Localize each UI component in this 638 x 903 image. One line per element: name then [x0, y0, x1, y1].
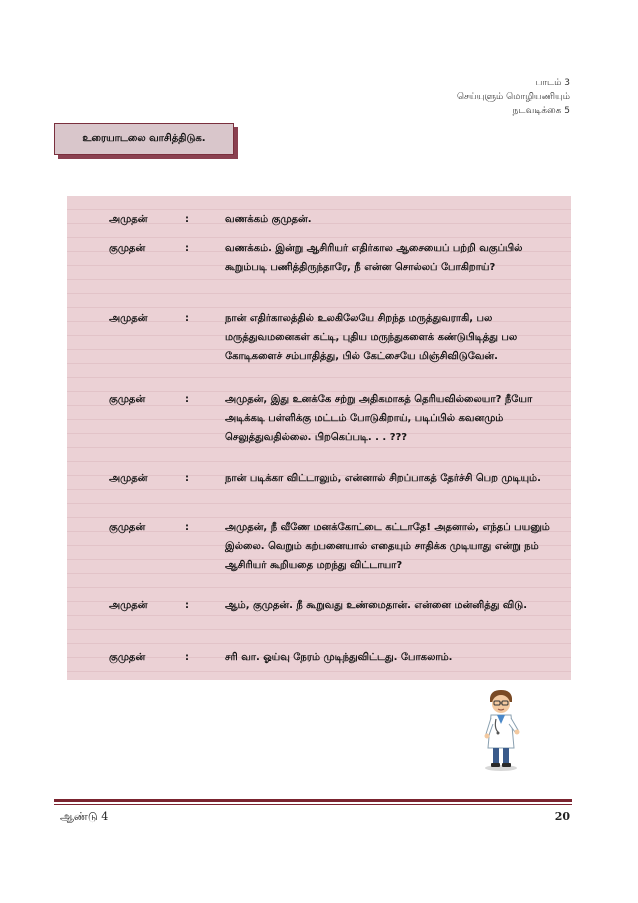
lesson-header: [457, 76, 570, 118]
speech-text: அமுதன், நீ வீணே மனக்கோட்டை கட்டாதே! அதனால், எந்தப் பயனும் இல்லை. வெறும் கற்பனையால் எதையும் சாதிக்க முடியாது என்று நம் ஆசிரியர் கூறியதை மறந்து விட்டாயா?: [225, 522, 550, 571]
speaker-name: குமுதன்: [109, 394, 146, 405]
footer-divider-thin: [54, 804, 572, 805]
speaker-colon: :: [185, 313, 189, 324]
speech-text: வணக்கம். இன்று ஆசிரியர் எதிர்கால ஆசையைப் பற்றி வகுப்பில் கூறும்படி பணித்திருந்தாரே, நீ என்ன சொல்லப் போகிறாய்?: [225, 243, 523, 273]
speaker-name: அமுதன்: [109, 473, 148, 484]
speaker-name: அமுதன்: [109, 214, 148, 225]
speech-text: ஆம், குமுதன். நீ கூறுவது உண்மைதான். என்னை மன்னித்து விடு.: [225, 600, 528, 611]
speaker-colon: :: [185, 652, 189, 663]
speech-text: நான் எதிர்காலத்தில் உலகிலேயே சிறந்த மருத்துவராகி, பல மருத்துவமனைகள் கட்டி, புதிய மருந்துகளைக் கண்டுபிடித்து பல கோடிகளைச் சம்பாதித்து, பில் கேட்சையே மிஞ்சிவிடுவேன்.: [225, 313, 518, 362]
speaker-colon: :: [185, 522, 189, 533]
lesson-number: பாடம் 3: [535, 78, 570, 88]
speaker-name: குமுதன்: [109, 652, 146, 663]
speaker-colon: :: [185, 600, 189, 611]
footer-divider: [54, 799, 572, 802]
speaker-colon: :: [185, 394, 189, 405]
activity-number: நடவடிக்கை 5: [512, 106, 570, 116]
speech-text: வணக்கம் குமுதன்.: [225, 214, 312, 225]
instruction-title: [54, 123, 234, 155]
dialogue-panel: [67, 196, 571, 680]
lesson-subject: செய்யுளும் மொழியணியும்: [456, 92, 570, 102]
instruction-text: உரையாடலை வாசித்திடுக.: [82, 133, 206, 144]
footer-year: ஆண்டு 4: [60, 810, 109, 823]
speaker-name: குமுதன்: [109, 243, 146, 254]
page-number: 20: [554, 810, 570, 823]
speaker-name: அமுதன்: [109, 600, 148, 611]
speaker-colon: :: [185, 243, 189, 254]
speaker-name: அமுதன்: [109, 313, 148, 324]
speaker-colon: :: [185, 214, 189, 225]
speech-text: அமுதன், இது உனக்கே சற்று அதிகமாகத் தெரியவில்லையா? நீயோ அடிக்கடி பள்ளிக்கு மட்டம் போடுகிறாய், படிப்பில் கவனமும் செலுத்துவதில்லை. பிறகெப்படி. . . ???: [225, 394, 533, 443]
speech-text: நான் படிக்கா விட்டாலும், என்னால் சிறப்பாகத் தேர்ச்சி பெற முடியும்.: [225, 473, 541, 484]
speaker-name: குமுதன்: [109, 522, 146, 533]
speech-text: சரி வா. ஓய்வு நேரம் முடிந்துவிட்டது. போகலாம்.: [225, 652, 453, 663]
doctor-icon: [478, 688, 524, 772]
speaker-colon: :: [185, 473, 189, 484]
